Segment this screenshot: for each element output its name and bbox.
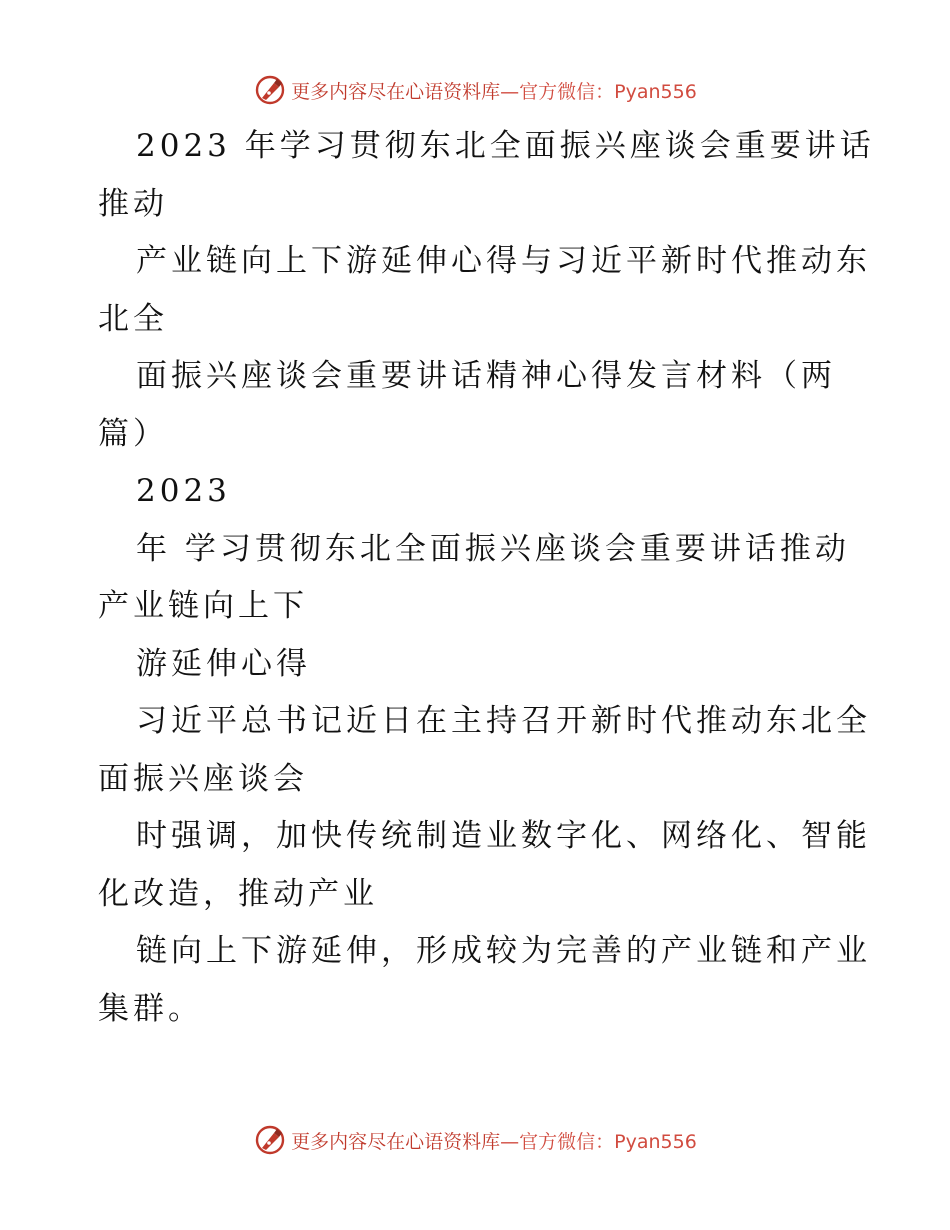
- text-line: 时强调，加快传统制造业数字化、网络化、智能: [136, 818, 871, 854]
- document-body: [98, 118, 875, 1038]
- text-line: 2023: [136, 473, 231, 509]
- text-line: 篇）: [98, 415, 168, 452]
- footer-banner: [0, 1120, 950, 1160]
- text-line: 产业链向上下: [98, 588, 308, 624]
- text-line: 集群。: [98, 990, 203, 1027]
- footer-wechat-contact: —官方微信：Pyan556: [500, 1130, 697, 1153]
- text-line: 链向上下游延伸，形成较为完善的产业链和产业: [136, 933, 871, 969]
- text-line: 产业链向上下游延伸心得与习近平新时代推动东: [136, 243, 871, 279]
- text-line: 年 学习贯彻东北全面振兴座谈会重要讲话推动: [136, 530, 850, 567]
- header-site-name: 更多内容尽在心语资料库: [291, 80, 501, 103]
- pen-nib-logo-icon: [253, 73, 287, 107]
- text-line: 推动: [98, 185, 168, 222]
- text-line: 2023 年学习贯彻东北全面振兴座谈会重要讲话: [136, 128, 875, 164]
- text-line: 北全: [98, 300, 168, 337]
- text-line: 化改造，推动产业: [98, 875, 378, 912]
- text-line: 游延伸心得: [136, 645, 311, 682]
- text-line: 面振兴座谈会重要讲话精神心得发言材料（两: [136, 358, 836, 394]
- pen-nib-logo-icon: [253, 1123, 287, 1157]
- text-line: 面振兴座谈会: [98, 760, 308, 797]
- text-line: 习近平总书记近日在主持召开新时代推动东北全: [136, 703, 871, 739]
- footer-site-name: 更多内容尽在心语资料库: [291, 1130, 501, 1153]
- header-wechat-contact: —官方微信：Pyan556: [500, 80, 697, 103]
- header-banner: [0, 70, 950, 110]
